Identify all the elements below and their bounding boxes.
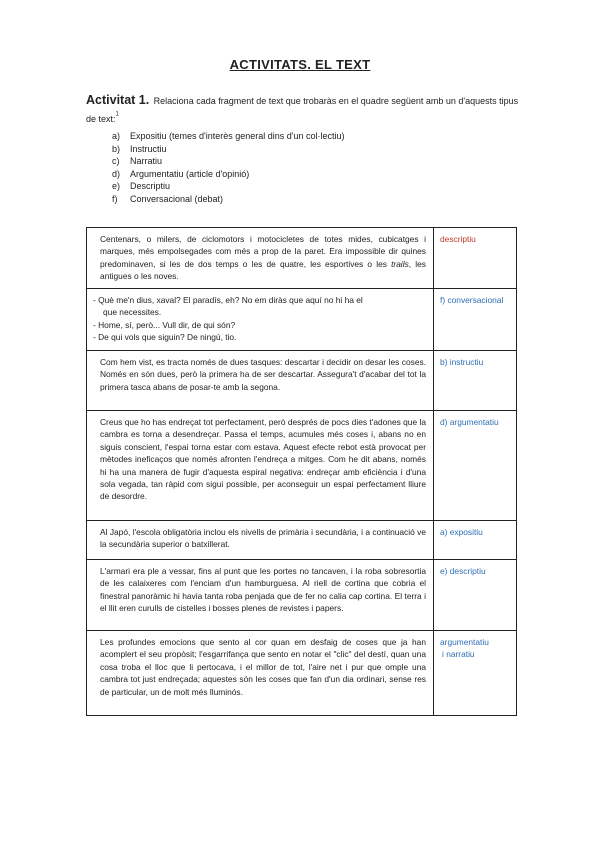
activity-label: Activitat 1. bbox=[86, 93, 150, 107]
answer-cell: b) instructiu bbox=[434, 351, 517, 411]
fragment-cell: L'armari era ple a vessar, fins al punt que les portes no tancaven, i la roba sobresortia de les calaixeres com l'enciam d'un hamburguesa. Al riell de cortina que cobria el finestral panoràmic hi havia tanta roba penjada que de fer no calia cap cortina. El terra i el llit eren curulls de cistelles i bosses plenes de revistes i papers. bbox=[87, 560, 434, 631]
table-row bbox=[87, 351, 517, 411]
fragment-cell: - Què me'n dius, xaval? El paradís, eh? No em diràs que aquí no hi ha el que necessites. - Home, sí, però... Vull dir, de qui són? - De qui vols que siguin? De ningú, tio. bbox=[87, 289, 434, 351]
option-a: a) Expositiu (temes d'interès general dins d'un col·lectiu) bbox=[112, 131, 345, 141]
option-e: e) Descriptiu bbox=[112, 181, 171, 192]
answer-cell: e) descriptiu bbox=[434, 560, 517, 631]
fragment-cell: Les profundes emocions que sento al cor quan em desfaig de coses que ja han acomplert el seu propòsit; l'esgarrifança que sento en notar el "clic" del destí, quan una cosa troba el lloc que li pertocava, i el millor de tot, l'aire net i pur que omple una cambra tot just endreçada; aquestes són les coses que fan d'un dia ordinari, sense res de particular, un de molt més lluminós. bbox=[87, 631, 434, 716]
answer-cell: argumentatiu i narratiu bbox=[434, 631, 517, 716]
fragment-cell: Centenars, o milers, de ciclomotors i motocicletes de totes mides, cubicatges i marques, més empolsegades com més a prop de la paret. Era impossible dir quines predominaven, si les de dos temps o les de quatre, les esportives o les trails, les antigues o les noves. bbox=[87, 228, 434, 289]
table-row bbox=[87, 631, 517, 716]
footnote-marker: 1 bbox=[115, 111, 119, 118]
table-row bbox=[87, 521, 517, 560]
table-row bbox=[87, 228, 517, 289]
page-title: ACTIVITATS. EL TEXT bbox=[229, 57, 371, 72]
option-c: c) Narratiu bbox=[112, 156, 163, 167]
answer-cell: f) conversacional bbox=[434, 289, 517, 351]
fragment-cell: Com hem vist, es tracta només de dues tasques: descartar i decidir on desar les coses. Només en són dues, però la primera ha de ser descartar. Assegura't d'acabar del tot la primera tasca abans de posar-te amb la segona. bbox=[87, 351, 434, 411]
fragment-cell: Al Japó, l'escola obligatòria inclou els nivells de primària i secundària, i a continuació ve la secundària superior o batxillerat. bbox=[87, 521, 434, 560]
text-type-options bbox=[112, 130, 345, 206]
answer-cell: d) argumentatiu bbox=[434, 411, 517, 521]
activity-intro bbox=[86, 91, 526, 127]
table-row bbox=[87, 560, 517, 631]
activity-instruction: Relaciona cada fragment de text que trobaràs en el quadre següent amb un d'aquests tipus de text: bbox=[86, 96, 519, 124]
answer-cell: a) expositiu bbox=[434, 521, 517, 560]
answer-cell: descriptiu bbox=[434, 228, 517, 289]
option-f: f) Conversacional (debat) bbox=[112, 193, 224, 204]
fragment-cell: Creus que ho has endreçat tot perfectament, però després de pocs dies t'adones que la cambra es torna a desendreçar. Passa el temps, acumules més coses i, abans no en siguis conscient, l'espai torna estar com estava. Aquest efecte rebot està provocat per mètodes ineficaços que només afronten l'endreça a mitges. Com he dit abans, només hi ha una manera de fugir d'aquesta espiral negativa: endreçar amb eficiència i d'una sola vegada, tan ràpid com sigui possible, per aconseguir un espai perfectament lliure de desordre. bbox=[87, 411, 434, 521]
table-row bbox=[87, 289, 517, 351]
table-row bbox=[87, 411, 517, 521]
option-b: b) Instructiu bbox=[112, 143, 167, 154]
option-d: d) Argumentatiu (article d'opinió) bbox=[112, 168, 250, 179]
matching-table bbox=[86, 227, 517, 716]
